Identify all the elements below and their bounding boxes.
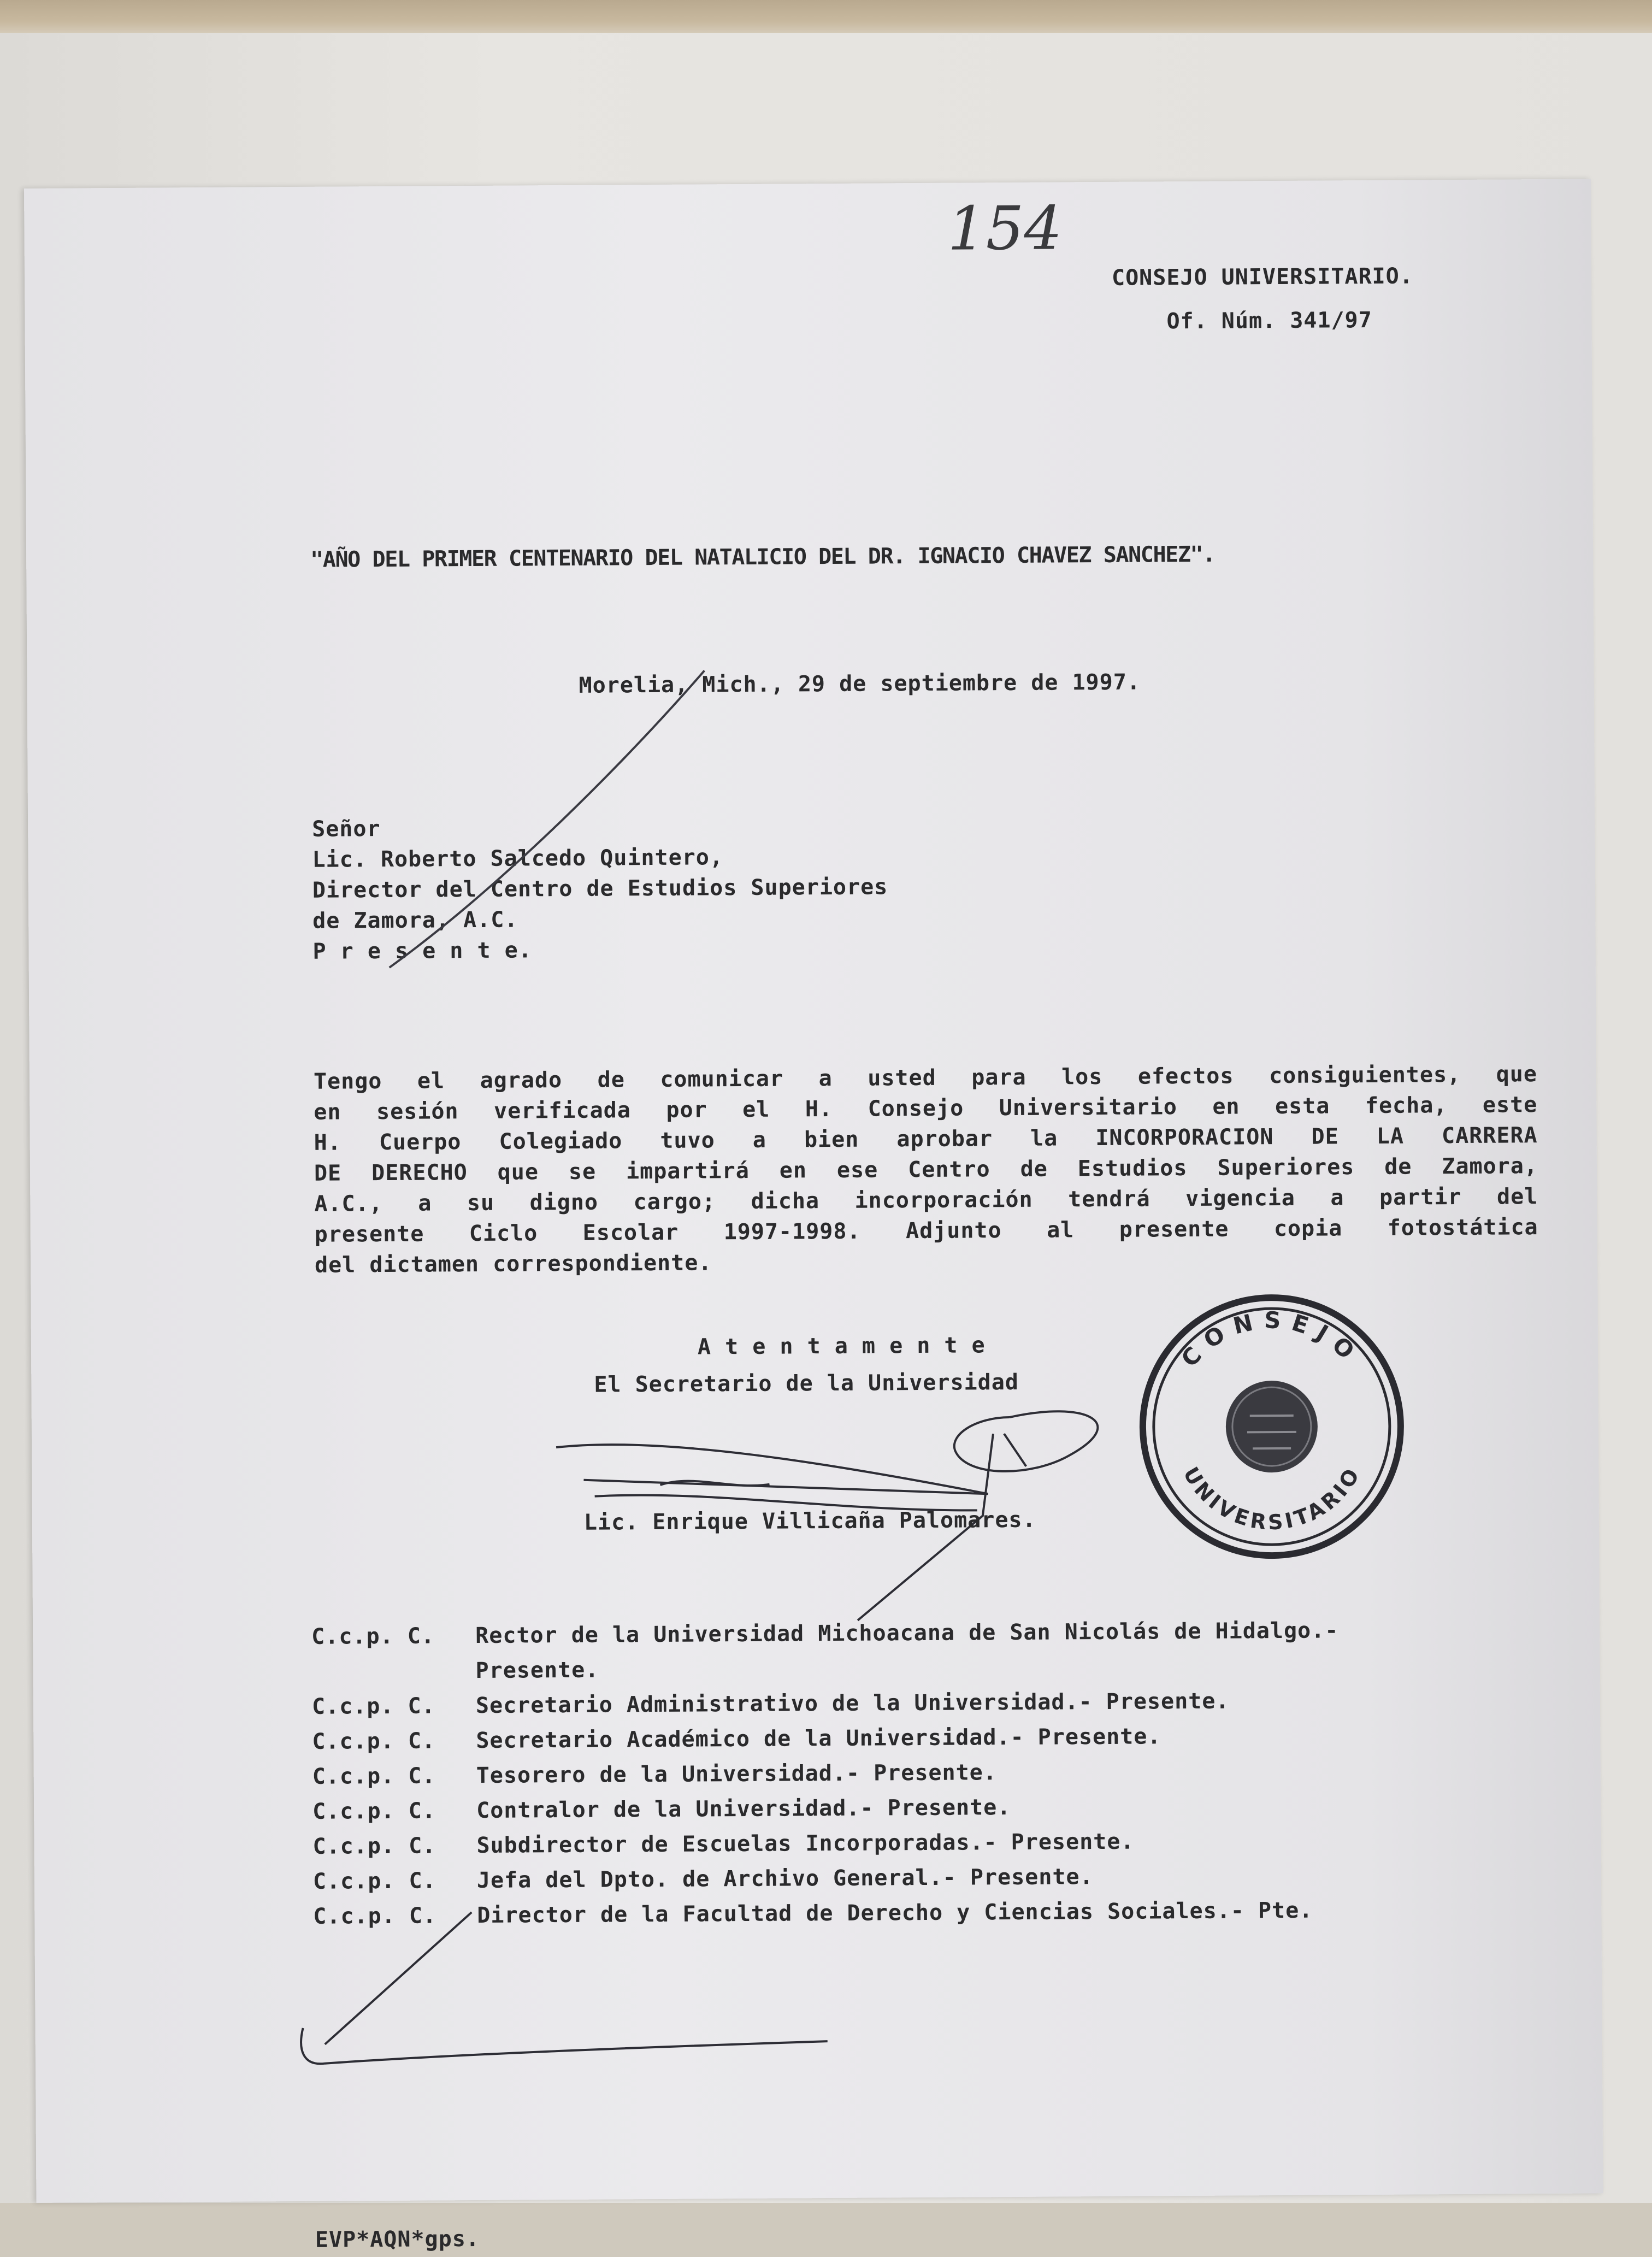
recipient-position: Director del Centro de Estudios Superiores	[312, 874, 888, 903]
handwritten-page-number: 154	[947, 193, 1063, 264]
header-reference: Of. Núm. 341/97	[1166, 307, 1372, 334]
cc-prefix: C.c.p. C.	[312, 1728, 436, 1754]
pen-stroke-mark	[322, 665, 760, 974]
letter-document	[24, 179, 1603, 2253]
letter-body	[314, 1059, 1538, 1281]
svg-text:UNIVERSITARIO: UNIVERSITARIO	[1178, 1462, 1366, 1535]
cc-text: Secretario Administrativo de la Universidad.- Presente.	[475, 1688, 1230, 1718]
typist-initials: EVP*AQN*gps.	[315, 2226, 480, 2253]
cc-prefix: C.c.p. C.	[312, 1833, 436, 1859]
cc-text: Rector de la Universidad Michoacana de San Nicolás de Hidalgo.-	[475, 1618, 1339, 1649]
cc-prefix: C.c.p. C.	[312, 1798, 436, 1824]
cc-text: Tesorero de la Universidad.- Presente.	[476, 1760, 998, 1788]
body-line: H. Cuerpo Colegiado tuvo a bien aprobar la INCORPORACION DE LA CARRERA	[314, 1123, 1538, 1156]
cc-prefix: C.c.p. C.	[311, 1693, 435, 1719]
closing-signatory: Lic. Enrique Villicaña Palomares.	[583, 1507, 1036, 1535]
recipient-presente: P r e s e n t e.	[312, 938, 532, 964]
cc-text: Presente.	[475, 1657, 599, 1684]
cc-pen-marks	[291, 1905, 839, 2072]
cc-prefix: C.c.p. C.	[313, 1903, 437, 1929]
body-line: Tengo el agrado de comunicar a usted para los efectos consiguientes, que	[313, 1062, 1538, 1094]
closing-farewell: A t e n t a m e n t e	[697, 1333, 986, 1360]
body-line: en sesión verificada por el H. Consejo Universitario en esta fecha, este	[314, 1092, 1538, 1125]
university-council-seal	[1134, 1289, 1409, 1564]
date-line: Morelia, Mich., 29 de septiembre de 1997.	[579, 669, 1141, 698]
closing-title: El Secretario de la Universidad	[594, 1369, 1019, 1398]
body-line: A.C., a su digno cargo; dicha incorporación tendrá vigencia a partir del	[314, 1184, 1538, 1217]
document-motto: "AÑO DEL PRIMER CENTENARIO DEL NATALICIO DEL DR. IGNACIO CHAVEZ SANCHEZ".	[310, 541, 1216, 573]
cc-prefix: C.c.p. C.	[312, 1868, 436, 1894]
recipient-name: Lic. Roberto Salcedo Quintero,	[312, 845, 724, 873]
cc-text: Jefa del Dpto. de Archivo General.- Presente.	[476, 1864, 1094, 1893]
cc-text: Contralor de la Universidad.- Presente.	[476, 1795, 1011, 1823]
body-line: del dictamen correspondiente.	[314, 1250, 712, 1278]
svg-text:CONSEJO: CONSEJO	[1176, 1306, 1367, 1372]
cc-list	[311, 1614, 1570, 1936]
cc-text: Secretario Académico de la Universidad.- Presente.	[476, 1724, 1161, 1753]
body-line: presente Ciclo Escolar 1997-1998. Adjunto al presente copia fotostática	[314, 1215, 1538, 1247]
recipient-institution: de Zamora, A.C.	[312, 907, 518, 934]
header-organization: CONSEJO UNIVERSITARIO.	[1111, 263, 1413, 291]
cc-prefix: C.c.p. C.	[312, 1763, 436, 1789]
body-line: DE DERECHO que se impartirá en ese Centro de Estudios Superiores de Zamora,	[314, 1153, 1538, 1186]
cc-prefix: C.c.p. C.	[311, 1623, 435, 1649]
recipient-salutation: Señor	[312, 816, 381, 842]
cc-text: Subdirector de Escuelas Incorporadas.- Presente.	[476, 1829, 1135, 1858]
cc-text: Director de la Facultad de Derecho y Ciencias Sociales.- Pte.	[477, 1897, 1313, 1928]
